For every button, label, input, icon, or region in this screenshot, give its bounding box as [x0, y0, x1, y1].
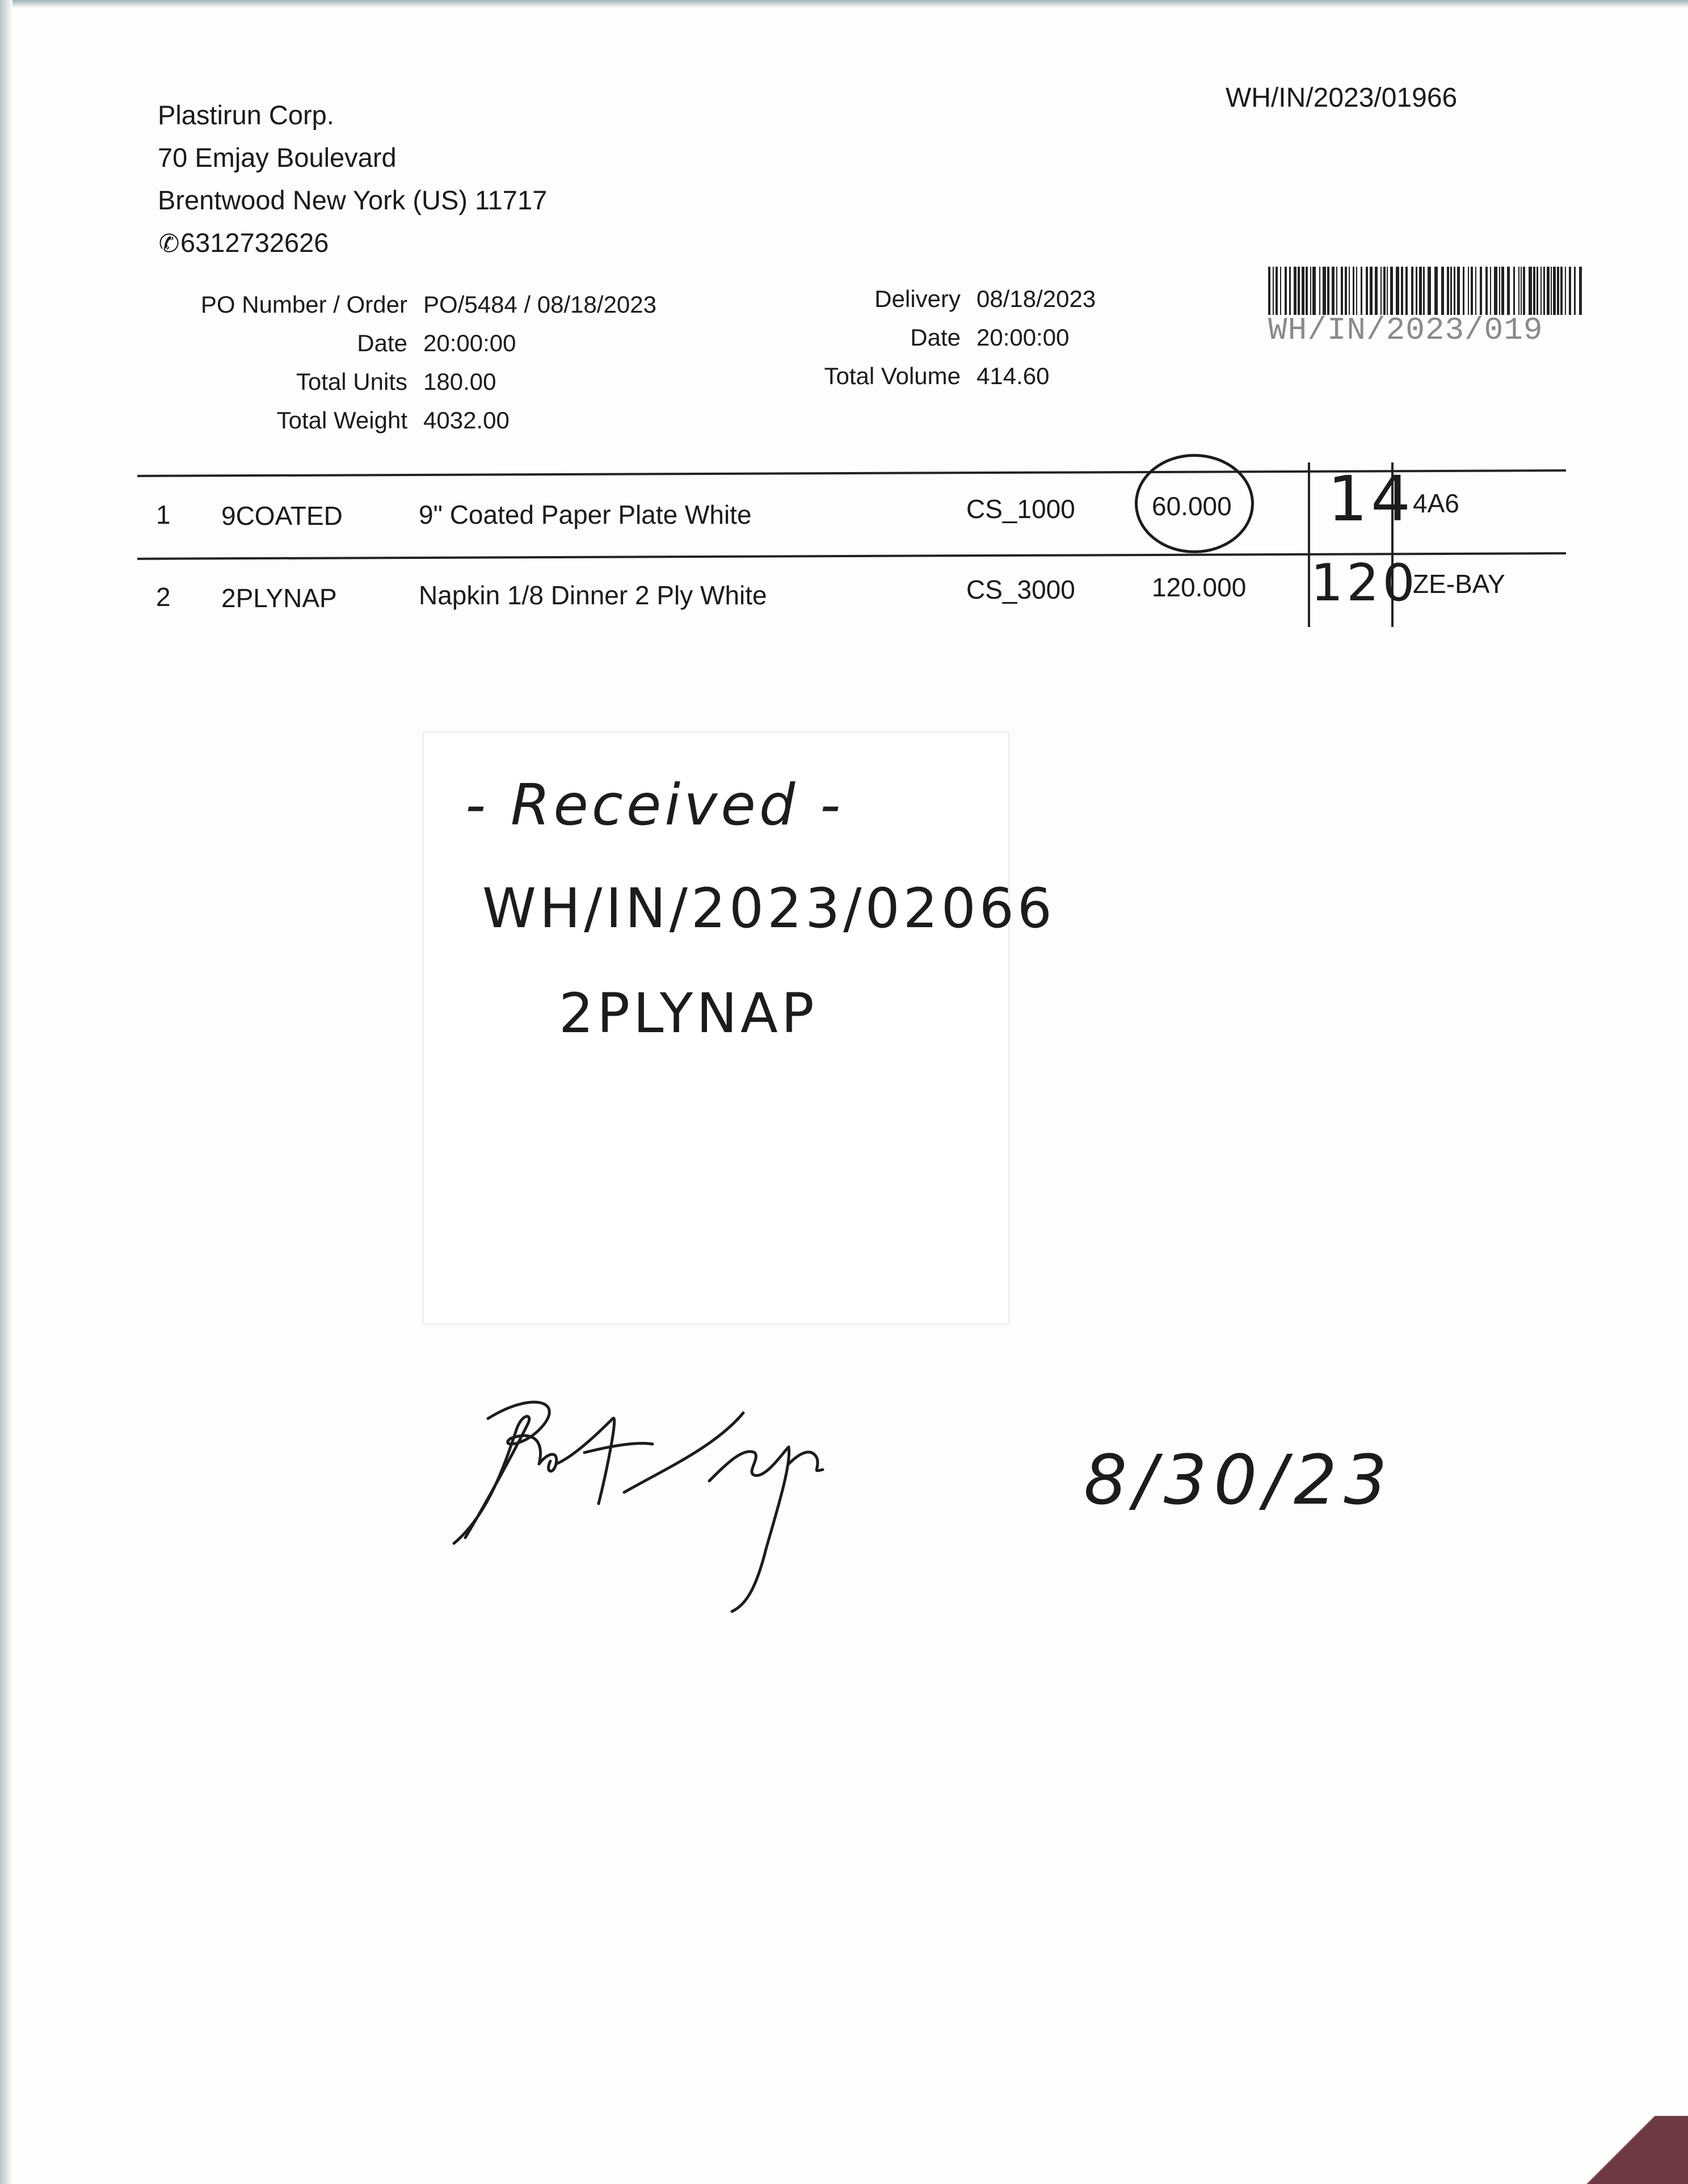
barcode-bar [1353, 267, 1354, 315]
summary-label: Date [910, 324, 961, 351]
signed-date: 8/30/23 [1084, 1441, 1394, 1520]
barcode-text: WH/IN/2023/019 [1268, 312, 1543, 348]
barcode-bar [1529, 267, 1532, 315]
note-reference: WH/IN/2023/02066 [482, 877, 1055, 940]
barcode-bar [1383, 267, 1386, 315]
barcode-bar [1434, 267, 1438, 315]
note-item: 2PLYNAP [559, 982, 818, 1045]
barcode-bar [1327, 267, 1329, 315]
barcode-bar [1276, 267, 1278, 315]
summary-row-delivery-date [792, 318, 1096, 357]
company-phone-row [158, 221, 547, 265]
line-uom: CS_1000 [966, 494, 1075, 524]
company-street: 70 Emjay Boulevard [158, 142, 397, 172]
summary-value: 414.60 [976, 363, 1050, 389]
line-received-handwritten: 14 [1328, 462, 1414, 535]
barcode-bar [1574, 267, 1576, 315]
phone-icon: ✆ [158, 230, 180, 258]
barcode-bar [1306, 267, 1308, 315]
barcode-bar [1547, 267, 1550, 315]
barcode-bar [1285, 267, 1287, 315]
barcode-bar [1475, 267, 1476, 315]
summary-row-units [170, 363, 656, 401]
line-code: 2PLYNAP [221, 583, 337, 613]
summary-value: PO/5484 / 08/18/2023 [423, 291, 656, 318]
summary-label: Date [357, 330, 407, 356]
line-uom: CS_3000 [966, 575, 1075, 604]
document-reference: WH/IN/2023/01966 [1226, 83, 1458, 113]
barcode-bar [1428, 267, 1431, 315]
summary-row-po [170, 285, 656, 324]
barcode-bar [1579, 267, 1582, 315]
barcode-bar [1480, 267, 1482, 315]
line-description: Napkin 1/8 Dinner 2 Ply White [419, 580, 767, 610]
barcode-bar [1551, 267, 1552, 315]
barcode-bar [1490, 267, 1491, 315]
barcode-bar [1463, 267, 1464, 315]
barcode-bar [1468, 267, 1469, 315]
summary-row-weight [170, 401, 656, 440]
barcode-bar [1537, 267, 1538, 315]
barcode-bar [1370, 267, 1373, 315]
barcode-bar [1345, 267, 1347, 315]
barcode-bar [1411, 267, 1413, 315]
line-number: 1 [156, 500, 171, 529]
barcode-bar [1268, 267, 1270, 315]
barcode-bar [1523, 267, 1525, 315]
barcode-bar [1349, 267, 1350, 315]
line-location: ZE-BAY [1413, 569, 1505, 599]
barcode-bar [1341, 267, 1343, 315]
barcode-bar [1543, 267, 1545, 315]
barcode-bar [1540, 267, 1542, 315]
barcode-bar [1553, 267, 1556, 315]
line-number: 2 [156, 582, 171, 612]
barcode-bar [1280, 267, 1281, 315]
barcode-bar [1513, 267, 1515, 315]
company-phone: 6312732626 [180, 228, 329, 258]
barcode-bar [1390, 267, 1393, 315]
scan-edge-top [0, 0, 1688, 8]
note-received: - Received - [465, 772, 844, 838]
barcode [1268, 267, 1586, 315]
barcode-bar [1310, 267, 1311, 315]
barcode-bar [1302, 267, 1304, 315]
barcode-bar [1396, 267, 1399, 315]
signature [448, 1379, 948, 1617]
barcode-bar [1387, 267, 1388, 315]
barcode-bar [1401, 267, 1403, 315]
barcode-bar [1533, 267, 1535, 315]
barcode-bar [1312, 267, 1316, 315]
summary-value: 08/18/2023 [976, 285, 1096, 312]
barcode-bar [1457, 267, 1460, 315]
barcode-bar [1298, 267, 1300, 315]
barcode-bar [1494, 267, 1497, 315]
barcode-bar [1557, 267, 1559, 315]
company-address-block [158, 94, 547, 265]
scan-edge-left [0, 0, 12, 2184]
summary-row-delivery [792, 280, 1096, 318]
summary-value: 20:00:00 [423, 330, 516, 356]
barcode-bar [1447, 267, 1449, 315]
barcode-bar [1319, 267, 1320, 315]
summary-value: 180.00 [423, 368, 496, 395]
company-name: Plastirun Corp. [158, 100, 334, 130]
barcode-bar [1375, 267, 1378, 315]
summary-value: 4032.00 [423, 407, 510, 434]
barcode-bar [1423, 267, 1425, 315]
line-location: 4A6 [1413, 489, 1459, 518]
barcode-bar [1366, 267, 1368, 315]
line-description: 9" Coated Paper Plate White [419, 500, 752, 529]
barcode-bar [1471, 267, 1473, 315]
summary-left [170, 285, 656, 440]
summary-row-volume [792, 357, 1096, 395]
barcode-bar [1416, 267, 1417, 315]
summary-right [792, 280, 1096, 395]
line-quantity: 120.000 [1152, 573, 1247, 602]
barcode-bar [1560, 267, 1563, 315]
barcode-bar [1507, 267, 1510, 315]
scan-corner [1586, 2116, 1688, 2184]
summary-label: Total Weight [276, 407, 407, 434]
summary-label: PO Number / Order [200, 291, 407, 318]
summary-row-date [170, 324, 656, 363]
barcode-bar [1450, 267, 1452, 315]
quantity-circle-mark [1135, 454, 1254, 553]
barcode-bar [1521, 267, 1522, 315]
barcode-bar [1289, 267, 1291, 315]
barcode-bar [1565, 267, 1566, 315]
barcode-bar [1323, 267, 1326, 315]
summary-label: Total Units [296, 368, 407, 395]
line-code: 9COATED [221, 501, 343, 531]
barcode-bar [1569, 267, 1571, 315]
barcode-bar [1356, 267, 1357, 315]
barcode-bar [1485, 267, 1488, 315]
barcode-bar [1499, 267, 1500, 315]
summary-value: 20:00:00 [976, 324, 1070, 351]
barcode-bar [1380, 267, 1382, 315]
barcode-bar [1294, 267, 1296, 315]
barcode-bar [1273, 267, 1274, 315]
barcode-bar [1419, 267, 1422, 315]
barcode-bar [1332, 267, 1335, 315]
barcode-bar [1501, 267, 1504, 315]
summary-label: Delivery [874, 285, 961, 312]
barcode-bar [1441, 267, 1444, 315]
barcode-bar [1454, 267, 1455, 315]
barcode-bar [1336, 267, 1337, 315]
line-quantity: 60.000 [1152, 491, 1232, 521]
line-received-handwritten: 120 [1311, 553, 1418, 613]
barcode-bar [1518, 267, 1519, 315]
table-column-divider [1308, 462, 1310, 627]
summary-label: Total Volume [824, 363, 961, 389]
barcode-bar [1361, 267, 1362, 315]
company-city: Brentwood New York (US) 11717 [158, 185, 548, 215]
barcode-bar [1405, 267, 1408, 315]
